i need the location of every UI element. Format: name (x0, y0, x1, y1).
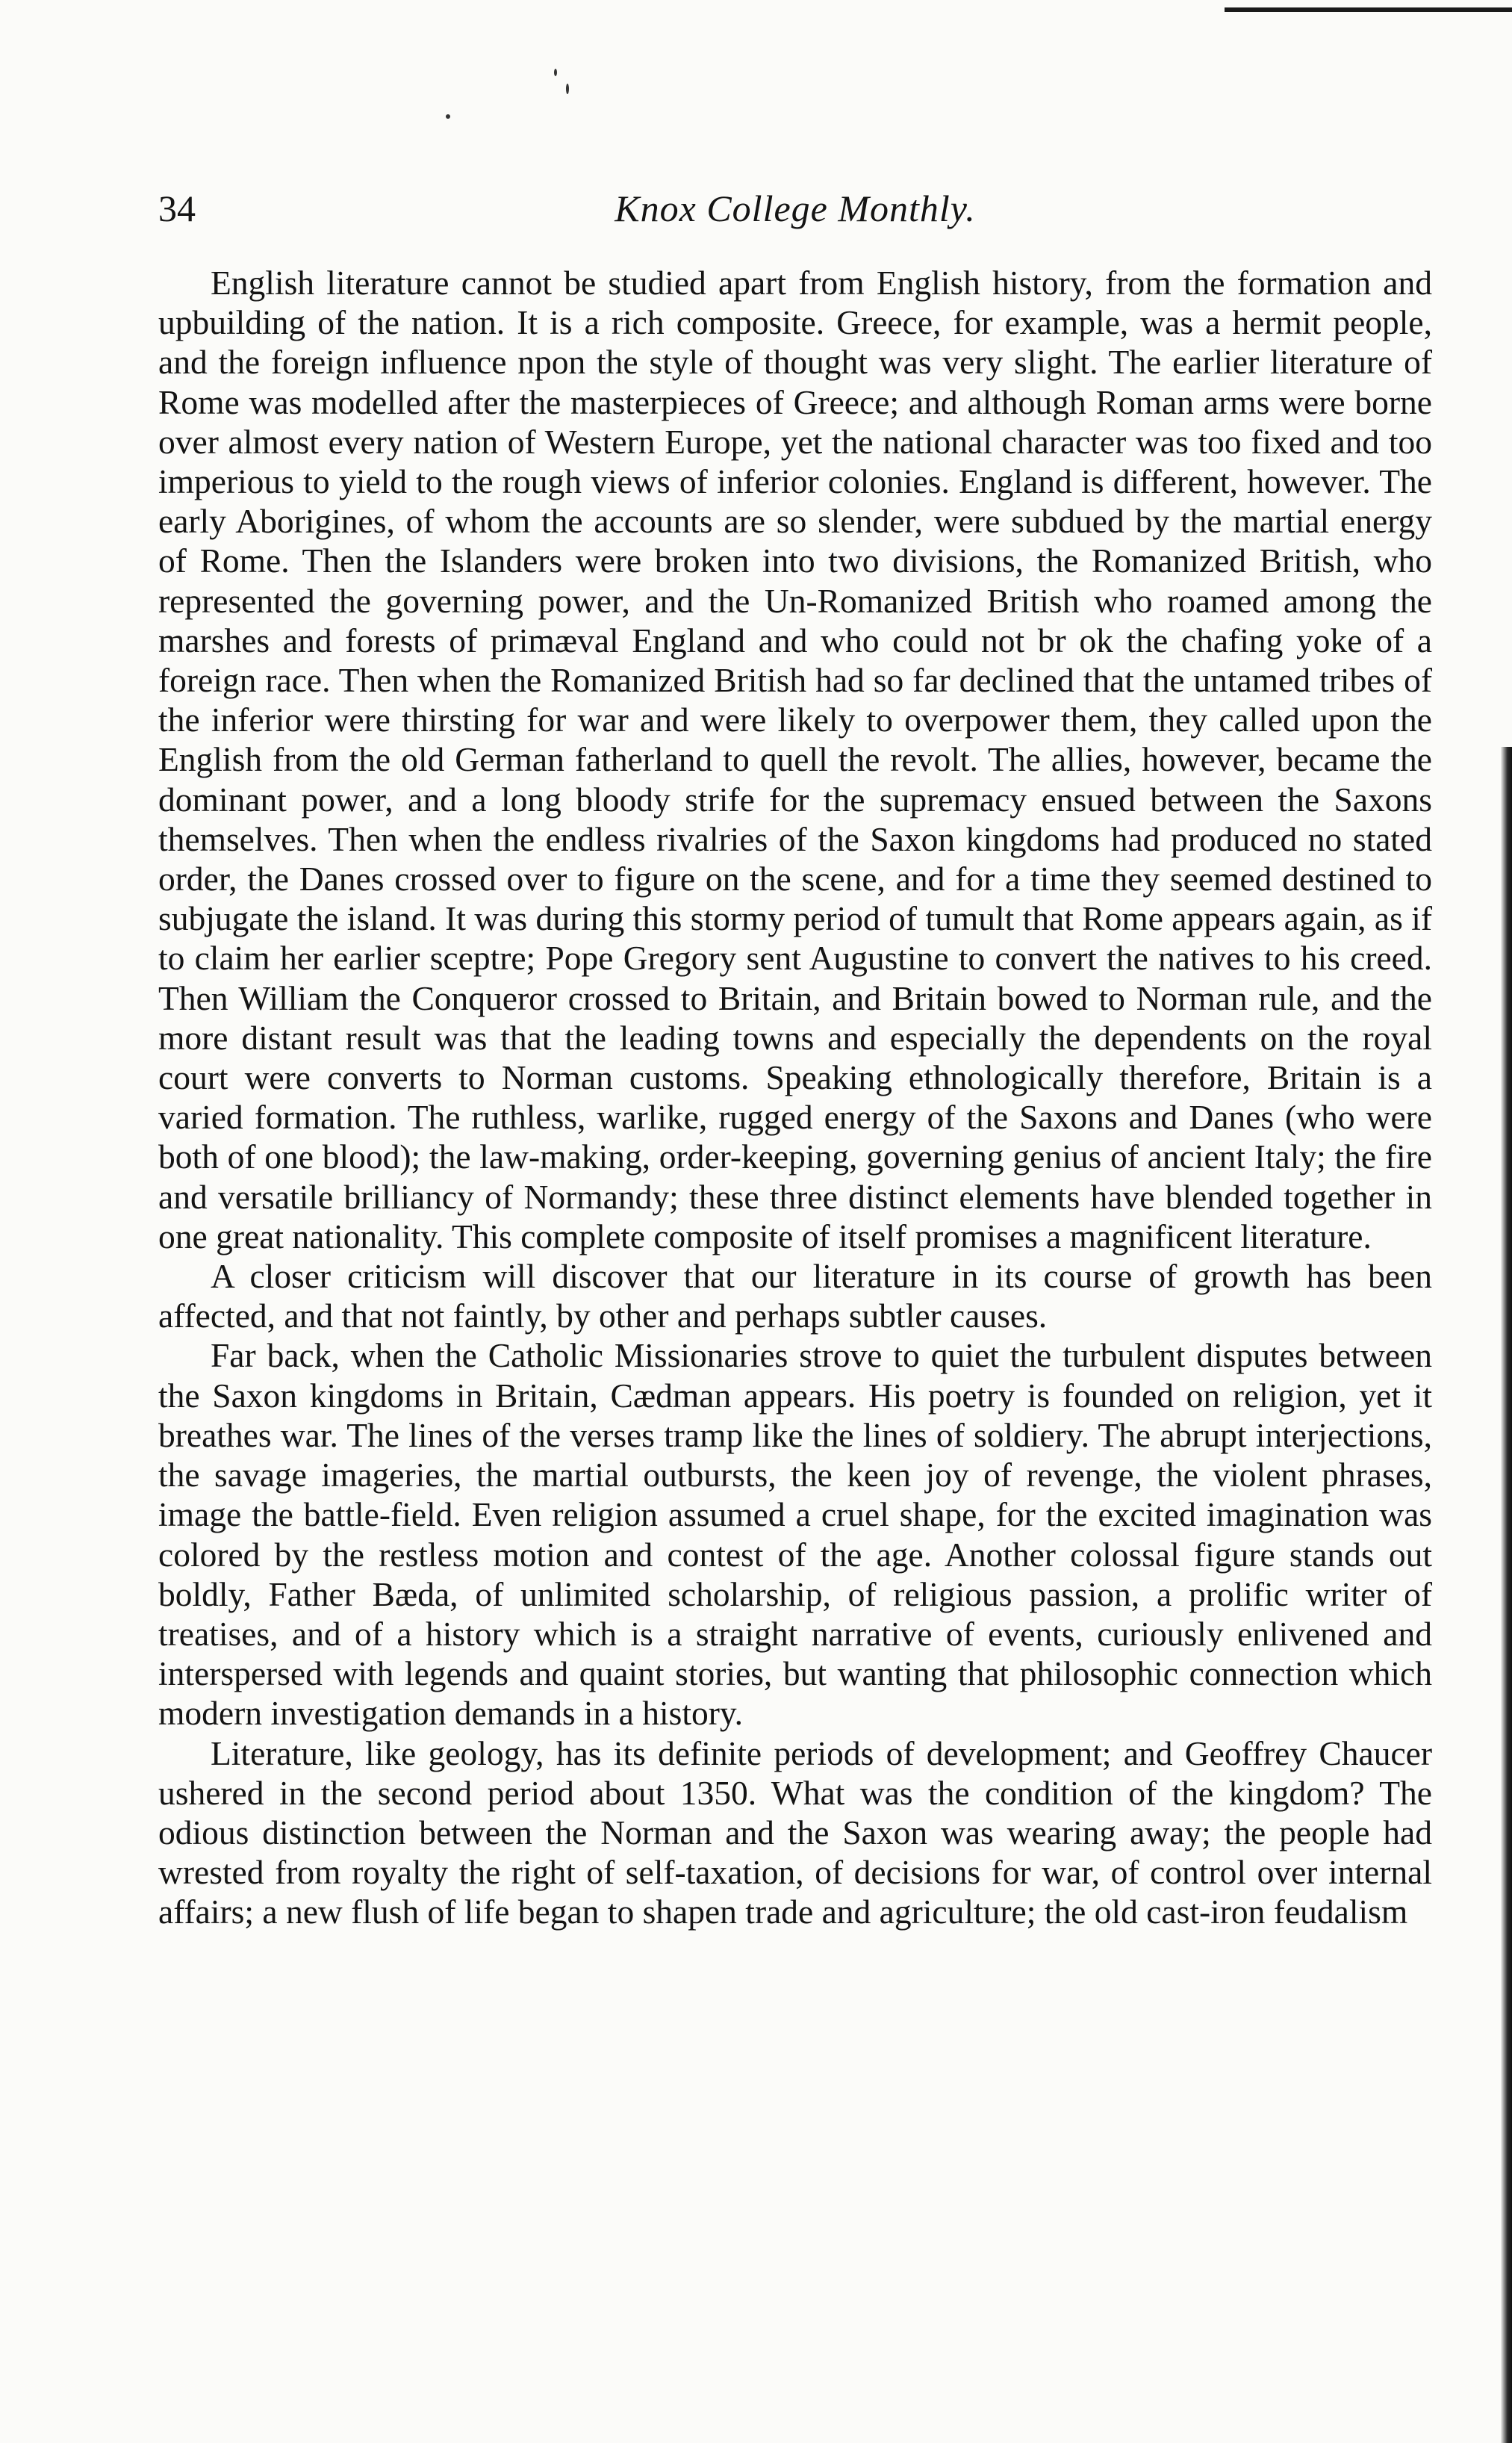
scan-speck (554, 69, 557, 76)
paragraph: English literature cannot be studied apart from English history, from the formation and upbuilding of the nation. It is a rich composite. Greece, for example, was a hermit people, and the foreign influence npon the style of thought was very slight. The earlier literature of Rome was modelled after the masterpieces of Greece; and although Roman arms were borne over almost every nation of Western Europe, yet the national character was too fixed and too imperious to yield to the rough views of inferior colonies. England is different, however. The early Aborigines, of whom the accounts are so slender, were subdued by the martial energy of Rome. Then the Islanders were broken into two divisions, the Romanized British, who represented the governing power, and the Un-Romanized British who roamed among the marshes and forests of primæval England and who could not br ok the chafing yoke of a foreign race. Then when the Romanized British had so far declined that the untamed tribes of the inferior were thirsting for war and were likely to overpower them, they called upon the English from the old German fatherland to quell the revolt. The allies, however, became the dominant power, and a long bloody strife for the supremacy ensued between the Saxons themselves. Then when the endless rivalries of the Saxon kingdoms had produced no stated order, the Danes crossed over to figure on the scene, and for a time they seemed destined to subjugate the island. It was during this stormy period of tumult that Rome appears again, as if to claim her earlier sceptre; Pope Gregory sent Augustine to convert the natives to his creed. Then William the Conqueror crossed to Britain, and Britain bowed to Norman rule, and the more distant result was that the leading towns and especially the dependents on the royal court were converts to Norman customs. Speaking ethnologically therefore, Britain is a varied formation. The ruthless, warlike, rugged energy of the Saxons and Danes (who were both of one blood); the law-making, order-keeping, governing genius of ancient Italy; the fire and versatile brilliancy of Normandy; these three distinct elements have blended together in one great nationality. This complete composite of itself promises a magnificent literature. (158, 264, 1432, 1255)
article-body (158, 263, 1432, 1932)
scan-speck (566, 84, 569, 94)
paragraph: Literature, like geology, has its definite periods of development; and Geoffrey Chaucer ushered in the second period about 1350. What was the condition of the kingdom? The odious distinction between the Norman and the Saxon was wearing away; the people had wrested from royalty the right of self-taxation, of decisions for war, of control over internal affairs; a new flush of life began to shapen trade and agriculture; the old cast-iron feudalism (158, 1733, 1432, 1931)
top-border-rule (1225, 7, 1512, 12)
page-number: 34 (158, 187, 196, 229)
paragraph: A closer criticism will discover that our literature in its course of growth has been affected, and that not faintly, by other and perhaps subtler causes. (158, 1257, 1432, 1335)
running-title: Knox College Monthly. (615, 187, 976, 229)
page-header (158, 187, 1432, 246)
paragraph: Far back, when the Catholic Missionaries strove to quiet the turbulent disputes between the Saxon kingdoms in Britain, Cædman appears. His poetry is founded on religion, yet it breathes war. The lines of the verses tramp like the lines of soldiery. The abrupt interjections, the savage imageries, the martial outbursts, the keen joy of revenge, the violent phrases, image the battle-field. Even religion assumed a cruel shape, for the excited imagination was colored by the restless motion and contest of the age. Another colossal figure stands out boldly, Father Bæda, of unlimited scholarship, of religious passion, a prolific writer of treatises, and of a history which is a straight narrative of events, curiously enlivened and interspersed with legends and quaint stories, but wanting that philosophic connection which modern investigation demands in a history. (158, 1336, 1432, 1733)
page-edge-shadow (1501, 747, 1512, 2443)
scan-speck (446, 114, 450, 119)
